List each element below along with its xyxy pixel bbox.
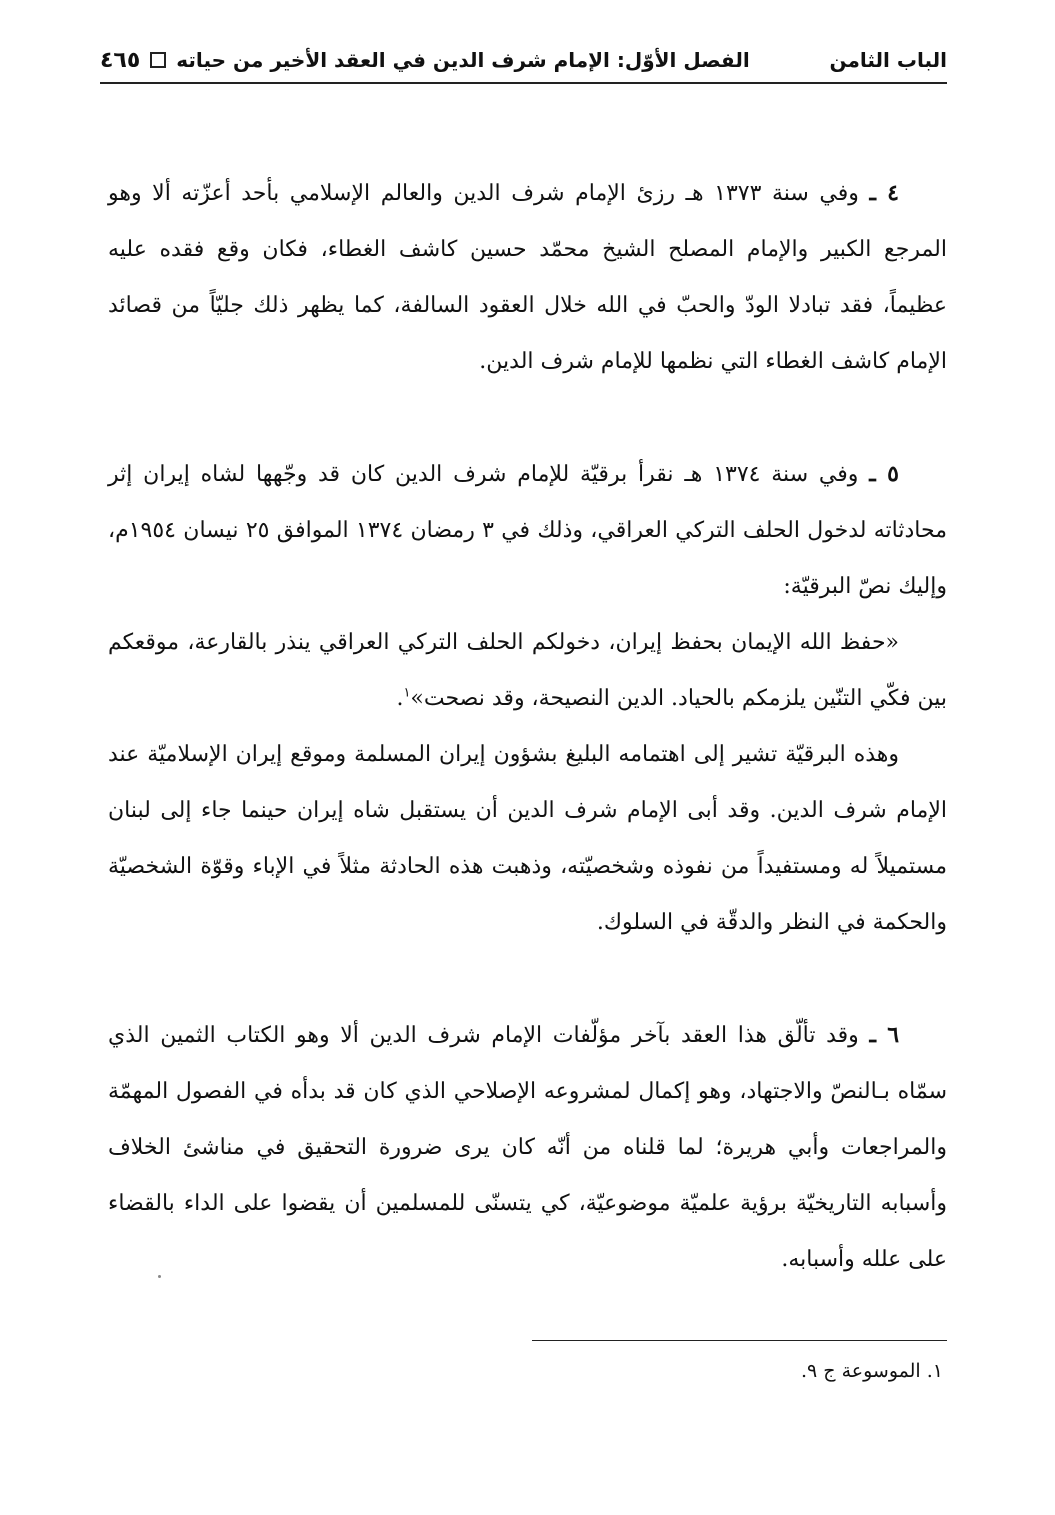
paragraph-number: ٥ ـ (869, 461, 899, 487)
chapter-title: الباب الثامن (829, 48, 947, 72)
paragraph-gap (108, 390, 947, 446)
quote-end: . (396, 686, 404, 711)
paragraph-text: وفي سنة ١٣٧٤ هـ نقرأ برقيّة للإمام شرف الدين كان قد وجّهها لشاه إيران إثر محادثاته لدخول الحلف التركي العراقي، وذلك في ٣ رمضان ١٣٧٤ الموافق ٢٥ نيسان ١٩٥٤م، وإليك نصّ البرقيّة: (108, 462, 947, 599)
paragraph-5b (108, 727, 947, 951)
body-text (108, 165, 947, 1288)
paragraph-text: وقد تألّق هذا العقد بآخر مؤلّفات الإمام شرف الدين ألا وهو الكتاب الثمين الذي سمّاه بـالنصّ والاجتهاد، وهو إكمال لمشروعه الإصلاحي الذي كان قد بدأه في الفصول المهمّة والمراجعات وأبي هريرة؛ لما قلناه من أنّه كان يرى ضرورة التحقيق في مناشئ الخلاف وأسبابه التاريخيّة برؤية علميّة موضوعيّة، كي يتسنّى للمسلمين أن يقضوا على الداء بالقضاء على علله وأسبابه. (108, 1023, 947, 1272)
paragraph-5 (108, 446, 947, 615)
quote-text: «حفظ الله الإيمان بحفظ إيران، دخولكم الحلف التركي العراقي ينذر بالقارعة، موقعكم بين فكّي التنّين يلزمكم بالحياد. الدين النصيحة، وقد نصحت» (108, 630, 947, 711)
paragraph-gap (108, 951, 947, 1007)
paragraph-text: وفي سنة ١٣٧٣ هـ رزئ الإمام شرف الدين والعالم الإسلامي بأحد أعزّته ألا وهو المرجع الكبير والإمام المصلح الشيخ محمّد حسين كاشف الغطاء، فكان وقع فقده عليه عظيماً، فقد تبادلا الودّ والحبّ في الله خلال العقود السالفة، كما يظهر ذلك جليّاً من قصائد الإمام كاشف الغطاء التي نظمها للإمام شرف الدين. (108, 181, 947, 374)
running-header (100, 40, 947, 80)
footnote-rule (532, 1340, 947, 1341)
paragraph-number: ٤ ـ (869, 180, 899, 206)
footnote-reference[interactable]: ١ (403, 685, 411, 701)
paragraph-4 (108, 165, 947, 390)
stray-dot (158, 1275, 161, 1278)
section-title: الفصل الأوّل: الإمام شرف الدين في العقد الأخير من حياته (176, 48, 750, 72)
header-rule (100, 82, 947, 84)
footnote: ١. الموسوعة ج ٩. (800, 1360, 943, 1382)
paragraph-text: وهذه البرقيّة تشير إلى اهتمامه البليغ بشؤون إيران المسلمة وموقع إيران الإسلاميّة عند الإمام شرف الدين. وقد أبى الإمام شرف الدين أن يستقبل شاه إيران حينما جاء إلى لبنان مستميلاً له ومستفيداً من نفوذه وشخصيّته، وذهبت هذه الحادثة مثلاً في الإباء وقوّة الشخصيّة والحكمة في النظر والدقّة في السلوك. (108, 742, 947, 935)
telegram-quote (108, 615, 947, 727)
paragraph-number: ٦ ـ (869, 1022, 900, 1048)
page-number: ٤٦٥ (100, 47, 141, 73)
paragraph-6 (108, 1007, 947, 1288)
separator-box-icon (150, 52, 166, 68)
header-left-group (100, 48, 750, 73)
